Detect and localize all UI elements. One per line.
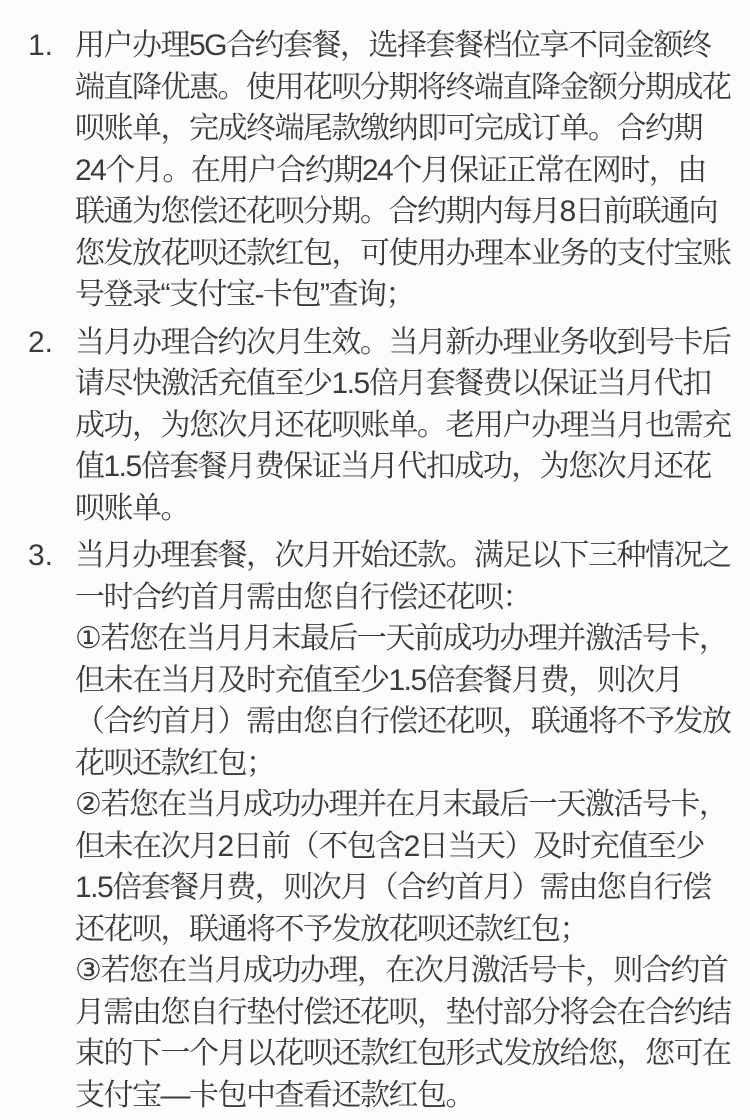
terms-list bbox=[0, 25, 750, 1116]
text-line: 24个月。在用户合约期24个月保证正常在网时，由 bbox=[75, 153, 706, 187]
text-line: 1.5倍套餐月费，则次月（合约首月）需由您自行偿 bbox=[75, 871, 711, 904]
terms-item-text bbox=[75, 535, 750, 1116]
list-item-number: 1. bbox=[28, 29, 54, 62]
text-line: 号登录“支付宝-卡包”查询； bbox=[75, 278, 414, 311]
text-line: 您发放花呗还款红包，可使用办理本业务的支付宝账 bbox=[75, 236, 731, 270]
text-line: 束的下一个月以花呗还款红包形式发放给您，您可在 bbox=[75, 1037, 731, 1070]
text-line: 但未在次月2日前（不包含2日当天）及时充值至少 bbox=[75, 829, 704, 863]
terms-item-text bbox=[75, 25, 750, 316]
text-line: 但未在当月及时充值至少1.5倍套餐月费，则次月 bbox=[75, 663, 683, 697]
text-line: 还花呗，联通将不予发放花呗还款红包； bbox=[75, 912, 588, 946]
text-line: 联通为您偿还花呗分期。合约期内每月8日前联通向 bbox=[75, 195, 718, 228]
terms-item-1 bbox=[0, 25, 750, 316]
text-line: 端直降优惠。使用花呗分期将终端直降金额分期成花 bbox=[75, 70, 731, 104]
list-item-number: 3. bbox=[28, 539, 54, 572]
text-line: 用户办理5G合约套餐，选择套餐档位享不同金额终 bbox=[75, 29, 711, 62]
text-line: ③若您在当月成功办理，在次月激活号卡，则合约首 bbox=[75, 954, 728, 987]
text-line: 当月办理合约次月生效。当月新办理业务收到号卡后 bbox=[75, 325, 731, 359]
text-line: 成功，为您次月还花呗账单。老用户办理当月也需充 bbox=[75, 408, 731, 442]
text-line: 呗账单。 bbox=[75, 491, 189, 525]
list-item-number: 2. bbox=[28, 325, 54, 359]
text-line: 呗账单，完成终端尾款缴纳即可完成订单。合约期 bbox=[75, 112, 702, 145]
text-line: 一时合约首月需由您自行偿还花呗： bbox=[75, 580, 531, 614]
text-line: 月需由您自行垫付偿还花呗，垫付部分将会在合约结 bbox=[75, 995, 731, 1029]
text-line: 支付宝—卡包中查看还款红包。 bbox=[75, 1078, 474, 1112]
text-line: 值1.5倍套餐月费保证当月代扣成功，为您次月还花 bbox=[75, 450, 711, 483]
terms-item-2 bbox=[0, 322, 750, 530]
text-line: 花呗还款红包； bbox=[75, 746, 275, 780]
terms-item-text bbox=[75, 322, 750, 530]
text-line: ①若您在当月月末最后一天前成功办理并激活号卡， bbox=[75, 622, 728, 655]
terms-item-3 bbox=[0, 535, 750, 1116]
text-line: 当月办理套餐，次月开始还款。满足以下三种情况之 bbox=[75, 539, 731, 572]
text-line: ②若您在当月成功办理并在月末最后一天激活号卡， bbox=[75, 788, 728, 821]
text-line: 请尽快激活充值至少1.5倍月套餐费以保证当月代扣 bbox=[75, 367, 711, 400]
text-line: （合约首月）需由您自行偿还花呗，联通将不予发放 bbox=[75, 705, 731, 738]
